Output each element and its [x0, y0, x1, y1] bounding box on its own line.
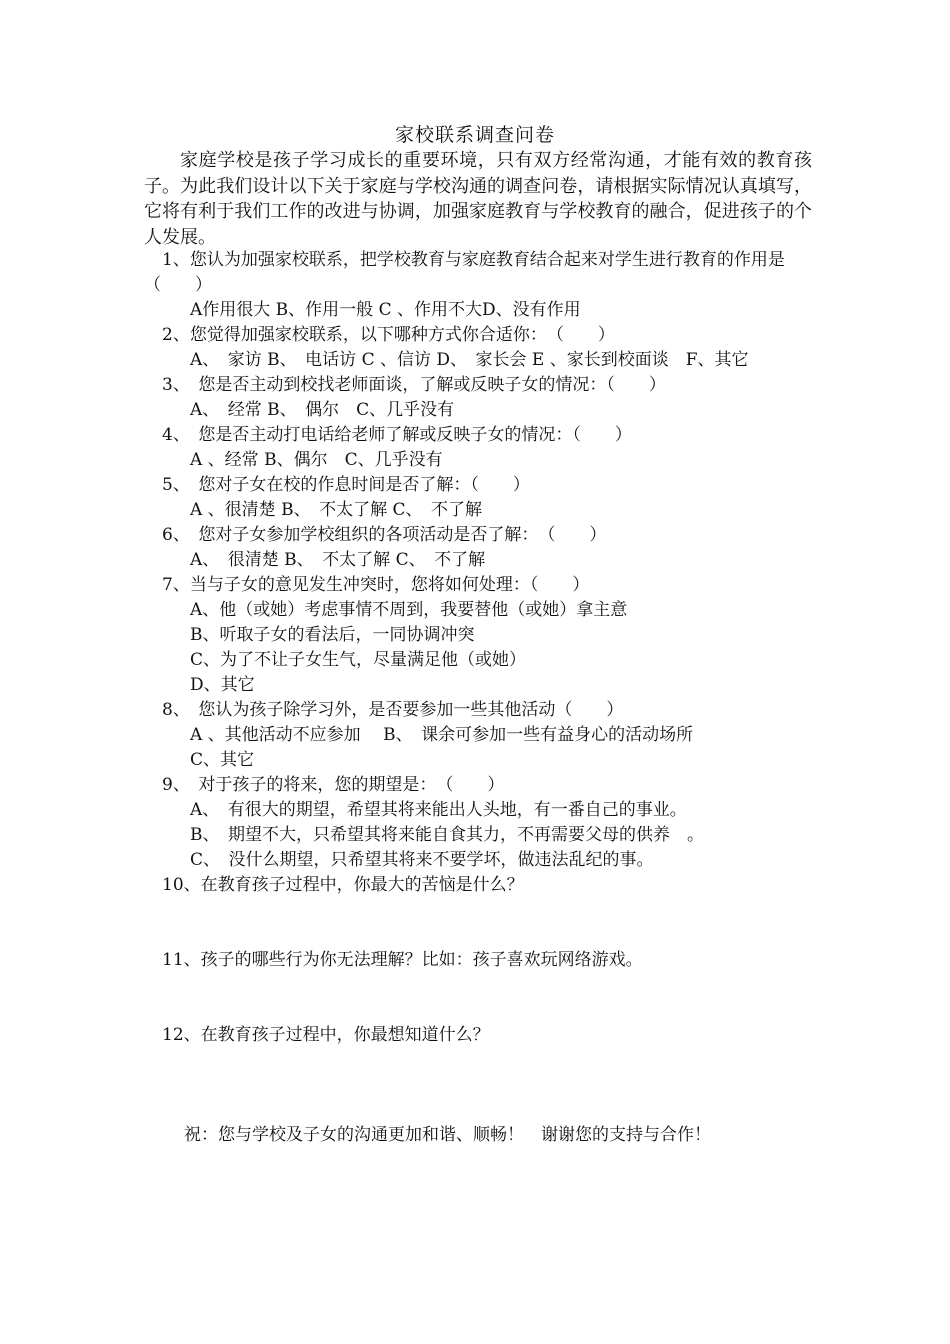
- question-7-option-d: D、其它: [190, 675, 255, 695]
- question-5-options: A 、很清楚 B、 不太了解 C、 不了解: [190, 500, 482, 520]
- question-1-options: A作用很大 B、作用一般 C 、作用不大D、没有作用: [190, 300, 581, 320]
- question-7-option-c: C、为了不让子女生气，尽量满足他（或她）: [190, 650, 527, 670]
- question-8-option-c: C、其它: [190, 750, 255, 770]
- question-7: 7、当与子女的意见发生冲突时，您将如何处理：（ ）: [162, 575, 590, 595]
- question-8-options-ab: A 、其他活动不应参加 B、 课余可参加一些有益身心的活动场所: [190, 725, 694, 745]
- question-2: 2、您觉得加强家校联系，以下哪种方式你合适你： （ ）: [162, 325, 615, 345]
- question-3: 3、 您是否主动到校找老师面谈，了解或反映子女的情况：（ ）: [162, 375, 666, 395]
- closing-line: 祝：您与学校及子女的沟通更加和谐、顺畅！ 谢谢您的支持与合作！: [184, 1125, 711, 1145]
- question-11: 11、孩子的哪些行为你无法理解？比如：孩子喜欢玩网络游戏。: [162, 950, 643, 970]
- intro-text: 家庭学校是孩子学习成长的重要环境，只有双方经常沟通，才能有效的教育孩子。为此我们设计以下关于家庭与学校沟通的调查问卷，请根据实际情况认真填写，它将有利于我们工作的改进与协调，加强家庭教育与学校教育的融合，促进孩子的个人发展。: [144, 150, 812, 248]
- intro-paragraph: [144, 148, 812, 250]
- question-12: 12、在教育孩子过程中，你最想知道什么？: [162, 1025, 490, 1045]
- question-7-option-b: B、听取子女的看法后，一同协调冲突: [190, 625, 475, 645]
- question-6: 6、 您对子女参加学校组织的各项活动是否了解： （ ）: [162, 525, 607, 545]
- question-3-options: A、 经常 B、 偶尔 C、几乎没有: [190, 400, 455, 420]
- question-2-options: A、 家访 B、 电话访 C 、信访 D、 家长会 E 、家长到校面谈 F、其它: [190, 350, 749, 370]
- question-1: 1、您认为加强家校联系，把学校教育与家庭教育结合起来对学生进行教育的作用是（ ）: [144, 250, 785, 295]
- question-6-options: A、 很清楚 B、 不太了解 C、 不了解: [190, 550, 486, 570]
- question-9: 9、 对于孩子的将来，您的期望是： （ ）: [162, 775, 505, 795]
- question-5: 5、 您对子女在校的作息时间是否了解：（ ）: [162, 475, 530, 495]
- question-9-option-b: B、 期望不大，只希望其将来能自食其力，不再需要父母的供养 。: [190, 825, 704, 845]
- question-4: 4、 您是否主动打电话给老师了解或反映子女的情况：（ ）: [162, 425, 632, 445]
- question-10: 10、在教育孩子过程中，你最大的苦恼是什么？: [162, 875, 524, 895]
- question-8: 8、 您认为孩子除学习外，是否要参加一些其他活动（ ）: [162, 700, 624, 720]
- question-4-options: A 、经常 B、偶尔 C、几乎没有: [190, 450, 443, 470]
- document-title: 家校联系调查问卷: [394, 124, 555, 146]
- question-9-option-a: A、 有很大的期望，希望其将来能出人头地，有一番自己的事业。: [190, 800, 687, 820]
- question-9-option-c: C、 没什么期望，只希望其将来不要学坏，做违法乱纪的事。: [190, 850, 654, 870]
- question-7-option-a: A、他（或她）考虑事情不周到，我要替他（或她）拿主意: [190, 600, 628, 620]
